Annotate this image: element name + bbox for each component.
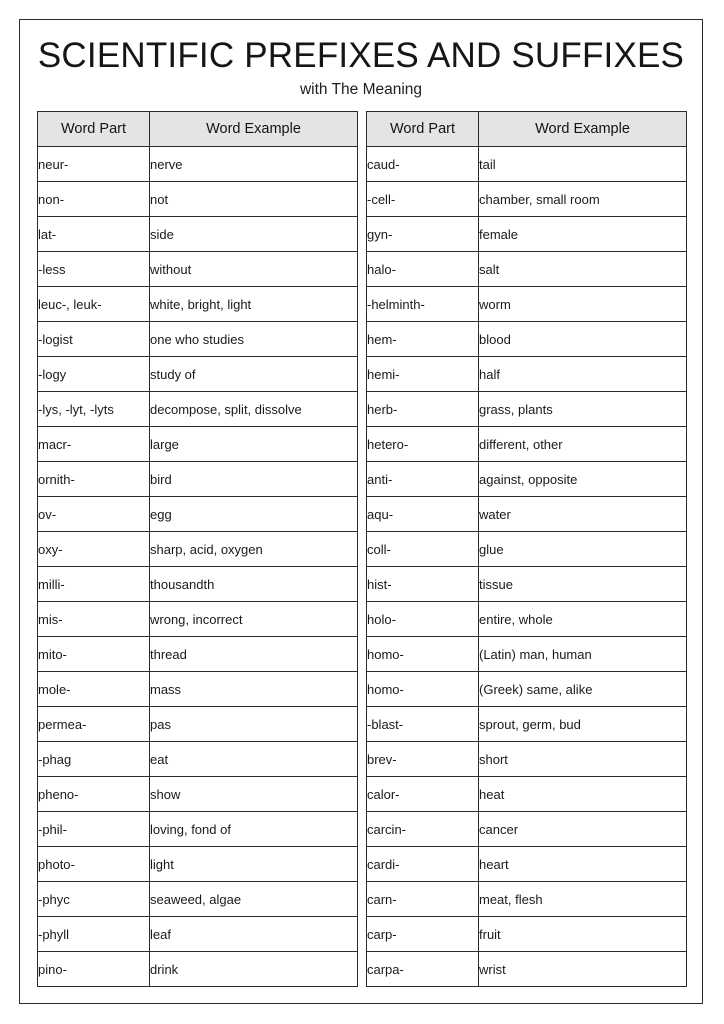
- table-row: [38, 252, 358, 287]
- table-body-right: [367, 147, 687, 987]
- cell-word-part: gyn-: [367, 217, 479, 252]
- cell-word-part: permea-: [38, 707, 150, 742]
- cell-word-example: (Latin) man, human: [479, 637, 687, 672]
- cell-word-example: tissue: [479, 567, 687, 602]
- cell-word-part: -less: [38, 252, 150, 287]
- table-header-row: [367, 112, 687, 147]
- cell-word-example: show: [150, 777, 358, 812]
- table-row: [367, 462, 687, 497]
- cell-word-example: salt: [479, 252, 687, 287]
- cell-word-example: worm: [479, 287, 687, 322]
- cell-word-example: wrist: [479, 952, 687, 987]
- cell-word-part: homo-: [367, 637, 479, 672]
- table-row: [367, 497, 687, 532]
- table-row: [367, 322, 687, 357]
- table-row: [38, 637, 358, 672]
- table-row: [38, 567, 358, 602]
- cell-word-part: mole-: [38, 672, 150, 707]
- cell-word-example: one who studies: [150, 322, 358, 357]
- cell-word-part: hem-: [367, 322, 479, 357]
- table-row: [367, 707, 687, 742]
- cell-word-part: homo-: [367, 672, 479, 707]
- table-row: [367, 357, 687, 392]
- cell-word-part: -phil-: [38, 812, 150, 847]
- table-row: [367, 392, 687, 427]
- cell-word-part: -blast-: [367, 707, 479, 742]
- table-row: [367, 917, 687, 952]
- cell-word-example: sharp, acid, oxygen: [150, 532, 358, 567]
- cell-word-part: carpa-: [367, 952, 479, 987]
- table-row: [38, 882, 358, 917]
- cell-word-example: against, opposite: [479, 462, 687, 497]
- cell-word-part: carp-: [367, 917, 479, 952]
- table-row: [38, 602, 358, 637]
- table-row: [367, 602, 687, 637]
- cell-word-example: glue: [479, 532, 687, 567]
- cell-word-example: meat, flesh: [479, 882, 687, 917]
- cell-word-part: neur-: [38, 147, 150, 182]
- table-row: [38, 532, 358, 567]
- cell-word-example: cancer: [479, 812, 687, 847]
- table-row: [38, 217, 358, 252]
- worksheet-page: [19, 19, 703, 1004]
- cell-word-part: pino-: [38, 952, 150, 987]
- cell-word-example: half: [479, 357, 687, 392]
- cell-word-part: macr-: [38, 427, 150, 462]
- cell-word-example: white, bright, light: [150, 287, 358, 322]
- table-header-row: [38, 112, 358, 147]
- column-header-word-part: Word Part: [38, 112, 150, 147]
- table-row: [367, 882, 687, 917]
- table-row: [38, 847, 358, 882]
- table-row: [38, 462, 358, 497]
- table-row: [38, 287, 358, 322]
- cell-word-example: heat: [479, 777, 687, 812]
- cell-word-example: fruit: [479, 917, 687, 952]
- table-body-left: [38, 147, 358, 987]
- cell-word-part: photo-: [38, 847, 150, 882]
- cell-word-part: leuc-, leuk-: [38, 287, 150, 322]
- word-part-table-right: [366, 111, 687, 987]
- cell-word-part: -logist: [38, 322, 150, 357]
- cell-word-part: mito-: [38, 637, 150, 672]
- cell-word-example: pas: [150, 707, 358, 742]
- cell-word-part: ornith-: [38, 462, 150, 497]
- table-row: [367, 532, 687, 567]
- cell-word-example: seaweed, algae: [150, 882, 358, 917]
- cell-word-example: nerve: [150, 147, 358, 182]
- table-row: [367, 952, 687, 987]
- cell-word-part: calor-: [367, 777, 479, 812]
- table-row: [367, 672, 687, 707]
- cell-word-example: large: [150, 427, 358, 462]
- column-header-word-example: Word Example: [479, 112, 687, 147]
- cell-word-example: light: [150, 847, 358, 882]
- cell-word-example: thread: [150, 637, 358, 672]
- table-row: [367, 182, 687, 217]
- cell-word-example: leaf: [150, 917, 358, 952]
- column-header-word-part: Word Part: [367, 112, 479, 147]
- cell-word-example: heart: [479, 847, 687, 882]
- table-row: [38, 952, 358, 987]
- cell-word-example: side: [150, 217, 358, 252]
- cell-word-example: decompose, split, dissolve: [150, 392, 358, 427]
- cell-word-part: carn-: [367, 882, 479, 917]
- word-part-table-left: [37, 111, 358, 987]
- cell-word-part: halo-: [367, 252, 479, 287]
- table-row: [367, 287, 687, 322]
- table-row: [367, 847, 687, 882]
- table-row: [367, 637, 687, 672]
- cell-word-example: sprout, germ, bud: [479, 707, 687, 742]
- cell-word-part: -helminth-: [367, 287, 479, 322]
- cell-word-example: mass: [150, 672, 358, 707]
- cell-word-example: female: [479, 217, 687, 252]
- table-row: [367, 147, 687, 182]
- cell-word-part: -phag: [38, 742, 150, 777]
- table-row: [367, 567, 687, 602]
- cell-word-example: different, other: [479, 427, 687, 462]
- cell-word-example: blood: [479, 322, 687, 357]
- table-row: [38, 672, 358, 707]
- cell-word-part: coll-: [367, 532, 479, 567]
- page-subtitle: with The Meaning: [299, 80, 423, 98]
- cell-word-example: eat: [150, 742, 358, 777]
- cell-word-example: study of: [150, 357, 358, 392]
- cell-word-part: brev-: [367, 742, 479, 777]
- table-row: [38, 427, 358, 462]
- cell-word-example: tail: [479, 147, 687, 182]
- cell-word-part: pheno-: [38, 777, 150, 812]
- table-row: [38, 147, 358, 182]
- tables-container: [37, 111, 687, 987]
- cell-word-part: aqu-: [367, 497, 479, 532]
- cell-word-part: -phyll: [38, 917, 150, 952]
- table-row: [38, 742, 358, 777]
- cell-word-part: -phyc: [38, 882, 150, 917]
- cell-word-example: (Greek) same, alike: [479, 672, 687, 707]
- cell-word-example: grass, plants: [479, 392, 687, 427]
- table-row: [38, 357, 358, 392]
- cell-word-part: hemi-: [367, 357, 479, 392]
- cell-word-example: short: [479, 742, 687, 777]
- cell-word-example: water: [479, 497, 687, 532]
- cell-word-example: drink: [150, 952, 358, 987]
- page-title: SCIENTIFIC PREFIXES AND SUFFIXES: [37, 36, 685, 75]
- cell-word-part: cardi-: [367, 847, 479, 882]
- table-row: [367, 812, 687, 847]
- table-row: [367, 777, 687, 812]
- cell-word-part: carcin-: [367, 812, 479, 847]
- cell-word-part: caud-: [367, 147, 479, 182]
- table-row: [367, 742, 687, 777]
- table-row: [367, 427, 687, 462]
- table-row: [38, 707, 358, 742]
- cell-word-part: hist-: [367, 567, 479, 602]
- cell-word-part: non-: [38, 182, 150, 217]
- cell-word-part: -lys, -lyt, -lyts: [38, 392, 150, 427]
- cell-word-part: ov-: [38, 497, 150, 532]
- table-row: [38, 182, 358, 217]
- cell-word-example: not: [150, 182, 358, 217]
- cell-word-part: hetero-: [367, 427, 479, 462]
- cell-word-part: lat-: [38, 217, 150, 252]
- cell-word-part: herb-: [367, 392, 479, 427]
- table-row: [38, 322, 358, 357]
- cell-word-part: -cell-: [367, 182, 479, 217]
- cell-word-part: anti-: [367, 462, 479, 497]
- cell-word-part: -logy: [38, 357, 150, 392]
- cell-word-example: thousandth: [150, 567, 358, 602]
- cell-word-example: chamber, small room: [479, 182, 687, 217]
- cell-word-part: oxy-: [38, 532, 150, 567]
- cell-word-part: holo-: [367, 602, 479, 637]
- column-header-word-example: Word Example: [150, 112, 358, 147]
- cell-word-example: without: [150, 252, 358, 287]
- table-row: [38, 812, 358, 847]
- cell-word-example: wrong, incorrect: [150, 602, 358, 637]
- table-row: [38, 497, 358, 532]
- cell-word-example: egg: [150, 497, 358, 532]
- table-row: [38, 777, 358, 812]
- table-row: [38, 392, 358, 427]
- table-row: [367, 252, 687, 287]
- cell-word-part: mis-: [38, 602, 150, 637]
- table-row: [367, 217, 687, 252]
- table-row: [38, 917, 358, 952]
- cell-word-part: milli-: [38, 567, 150, 602]
- cell-word-example: bird: [150, 462, 358, 497]
- cell-word-example: entire, whole: [479, 602, 687, 637]
- cell-word-example: loving, fond of: [150, 812, 358, 847]
